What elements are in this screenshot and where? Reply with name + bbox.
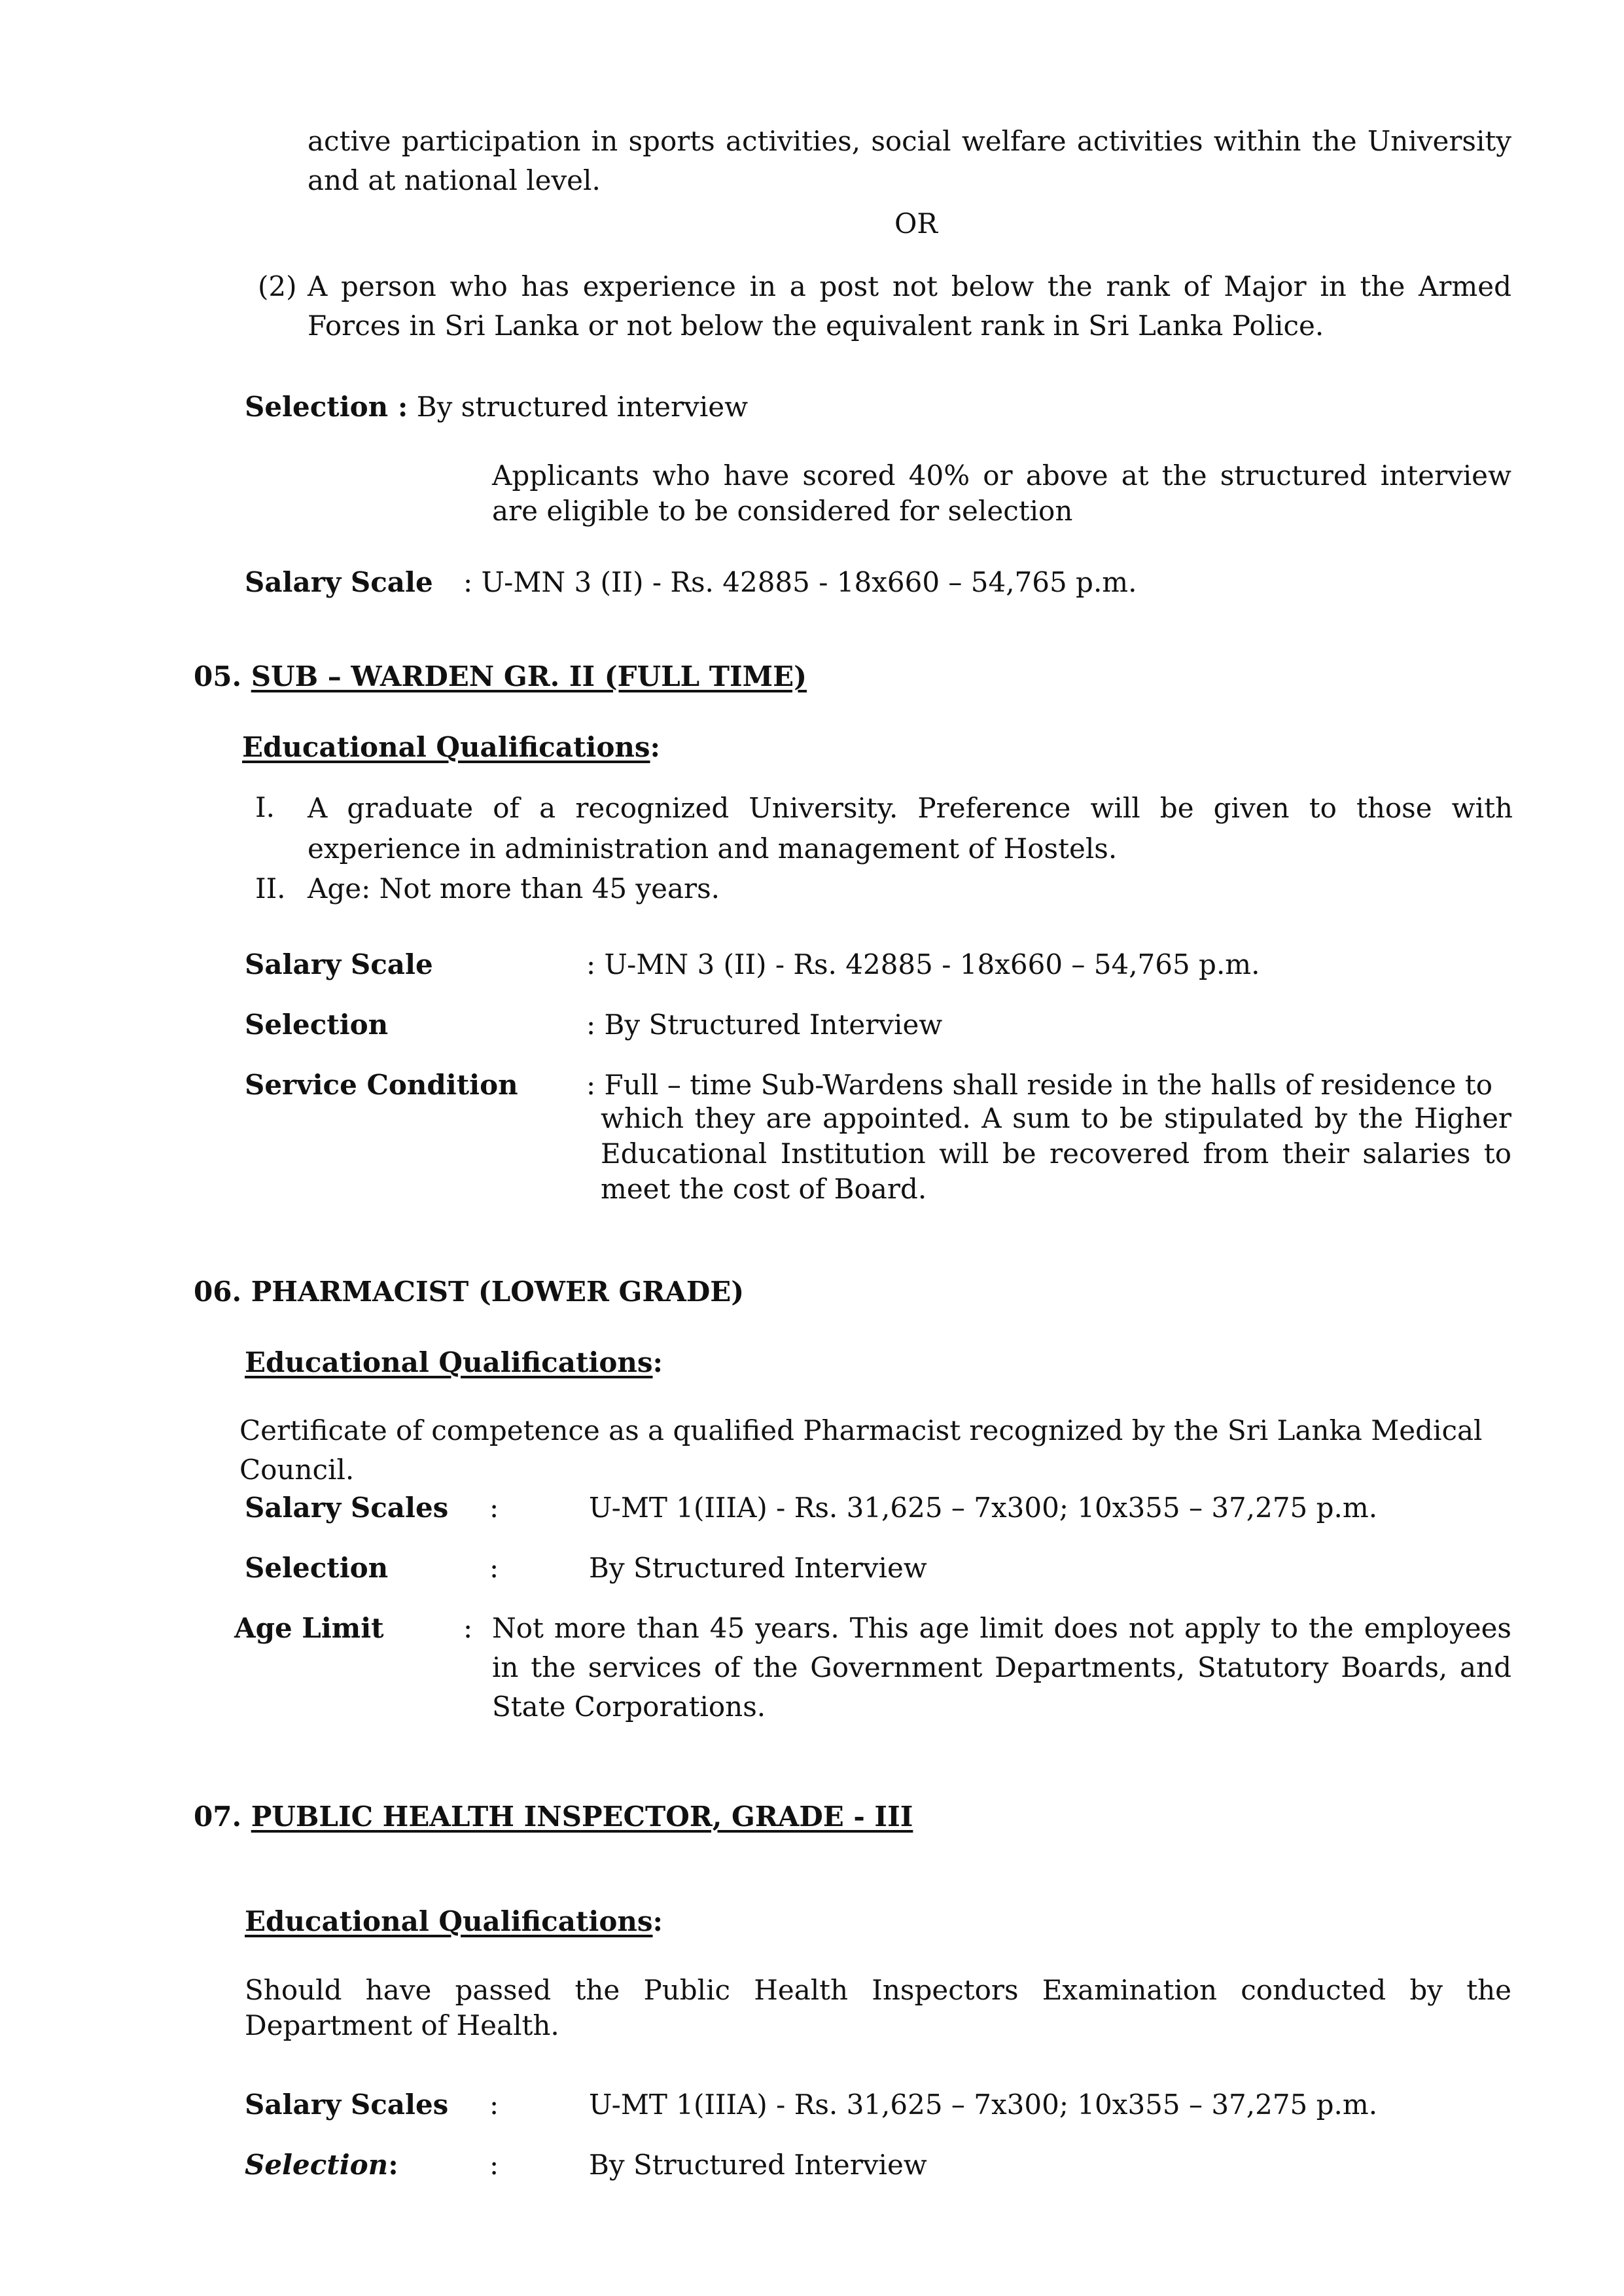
- service-condition-label: Service Condition: [245, 1069, 518, 1101]
- item-number: II.: [255, 872, 286, 905]
- salary-scales-label: Salary Scales: [245, 2089, 449, 2121]
- section-05-number: 05.: [194, 660, 242, 692]
- colon: :: [489, 2089, 499, 2121]
- section-06-number: 06.: [194, 1276, 242, 1308]
- section-06-title: PHARMACIST (LOWER GRADE): [251, 1276, 745, 1308]
- item-number: I.: [255, 791, 275, 823]
- colon: :: [489, 1552, 499, 1584]
- item2-number: (2): [258, 270, 297, 302]
- selection-label-row: Selection:: [245, 2149, 398, 2181]
- selection-row: [245, 387, 748, 427]
- section-07-title: PUBLIC HEALTH INSPECTOR, GRADE - III: [251, 1801, 913, 1833]
- edu-label: Educational Qualifications: [245, 1905, 653, 1937]
- section-07-edu-heading: Educational Qualifications:: [245, 1905, 663, 1937]
- or-separator: OR: [894, 207, 938, 240]
- selection-label: Selection: [245, 1552, 389, 1584]
- service-condition-line1: : Full – time Sub-Wardens shall reside in the halls of residence to: [586, 1069, 1493, 1101]
- section-07-number: 07.: [194, 1801, 242, 1833]
- section-06-edu-heading: Educational Qualifications:: [245, 1346, 663, 1378]
- selection-value: By structured interview: [416, 391, 749, 423]
- phi-qualification: Should have passed the Public Health Inspectors Examination conducted by the Department of Health.: [245, 1974, 1511, 2041]
- list-item: [308, 788, 1513, 869]
- selection-label: Selection: [245, 2149, 389, 2181]
- section-05-heading: [194, 657, 807, 696]
- section-05-title: SUB – WARDEN GR. II (FULL TIME): [251, 660, 807, 692]
- salary-scale-label: Salary Scale: [245, 948, 433, 980]
- intro-paragraph: active participation in sports activities, social welfare activities within the University and at national level.: [308, 125, 1511, 196]
- service-condition-text: which they are appointed. A sum to be stipulated by the Higher Educational Institution will be recovered from their salaries to meet the cost of Board.: [601, 1102, 1511, 1205]
- selection-note: Applicants who have scored 40% or above at the structured interview are eligible to be considered for selection: [492, 459, 1511, 527]
- colon: :: [489, 1492, 499, 1524]
- colon: :: [463, 1612, 473, 1644]
- edu-label: Educational Qualifications: [242, 731, 650, 763]
- salary-scales-value: U-MT 1(IIIA) - Rs. 31,625 – 7x300; 10x355 – 37,275 p.m.: [589, 2089, 1378, 2121]
- salary-scale-value: : U-MN 3 (II) - Rs. 42885 - 18x660 – 54,765 p.m.: [463, 566, 1137, 598]
- salary-scales-value: U-MT 1(IIIA) - Rs. 31,625 – 7x300; 10x355 – 37,275 p.m.: [589, 1492, 1378, 1524]
- salary-scale-label: Salary Scale: [245, 566, 433, 598]
- selection-value: By Structured Interview: [589, 2149, 927, 2181]
- pharmacist-qualification: Certificate of competence as a qualified Pharmacist recognized by the Sri Lanka Medical Council.: [239, 1414, 1483, 1486]
- salary-scale-value: : U-MN 3 (II) - Rs. 42885 - 18x660 – 54,765 p.m.: [586, 948, 1260, 980]
- selection-value: By Structured Interview: [589, 1552, 927, 1584]
- selection-value: : By Structured Interview: [586, 1009, 943, 1041]
- age-limit-label: Age Limit: [234, 1612, 384, 1644]
- colon: :: [489, 2149, 499, 2181]
- age-limit-value: Not more than 45 years. This age limit does not apply to the employees in the services of the Government Departments, Statutory Boards, and State Corporations.: [492, 1612, 1511, 1723]
- selection-label: Selection: [245, 1009, 389, 1041]
- section-06-heading: [194, 1272, 744, 1312]
- section-05-edu-heading: Educational Qualifications:: [242, 731, 661, 763]
- salary-scales-label: Salary Scales: [245, 1492, 449, 1524]
- selection-label: Selection :: [245, 391, 408, 423]
- edu-label: Educational Qualifications: [245, 1346, 653, 1378]
- item-text: Age: Not more than 45 years.: [308, 872, 720, 905]
- item2-text: A person who has experience in a post not below the rank of Major in the Armed Forces in Sri Lanka or not below the equivalent rank in Sri Lanka Police.: [308, 270, 1511, 342]
- section-07-heading: [194, 1797, 913, 1837]
- item-text: A graduate of a recognized University. Preference will be given to those with experience in administration and management of Hostels.: [308, 792, 1513, 865]
